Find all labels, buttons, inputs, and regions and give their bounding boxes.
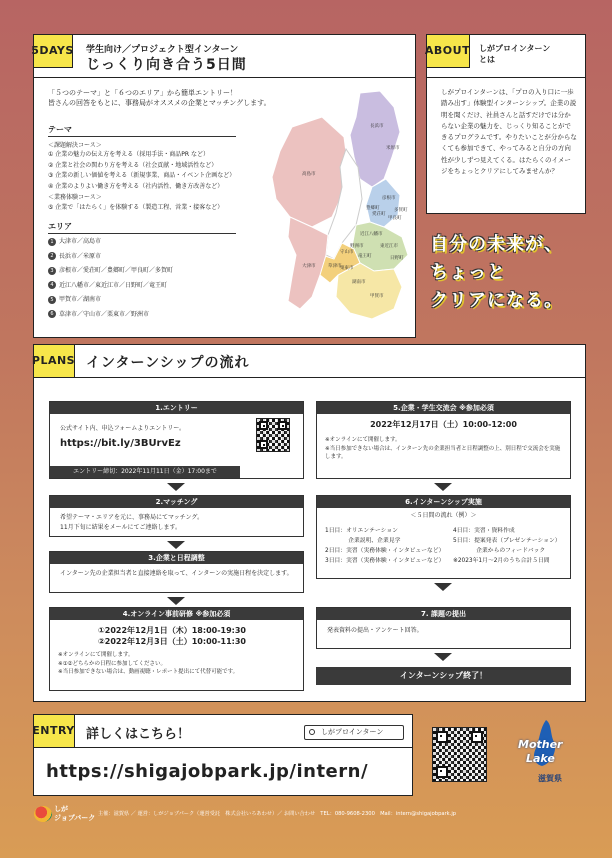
step-training xyxy=(49,607,304,691)
theme-item: ④ 企業のよりよい働き方を考える（社内活性、働き方改善など） xyxy=(48,182,224,190)
logo-text-2: ジョブパーク xyxy=(54,814,96,822)
area-item xyxy=(48,279,173,294)
theme-item: ① 企業の魅力の伝え方を考える（採用手法・商品PR など） xyxy=(48,151,209,158)
area-item xyxy=(48,250,173,265)
map-region-koka xyxy=(336,263,402,319)
map-label: 野洲市 xyxy=(350,244,364,249)
step-training-note-line: ※当日参加できない場合は、動画視聴・レポート提出にて代替可能です。 xyxy=(58,669,239,675)
plans-title: インターンシップの流れ xyxy=(86,355,250,371)
step-exchange-head xyxy=(317,402,570,414)
step-internship-left-line: 企業説明、企業見学 xyxy=(325,538,401,544)
catch-line-2: ちょっと xyxy=(430,262,506,283)
map-label: 豊郷町 xyxy=(366,206,380,211)
arrow-7 xyxy=(434,653,452,661)
catch-line-3: クリアになる。 xyxy=(430,290,563,311)
map-label: 湖南市 xyxy=(352,280,366,285)
theme-item: ② 企業と社会の関わり方を考える（社会貢献・地域活性など） xyxy=(48,161,218,169)
step-matching-text-2: 11月下旬に結果をメールにてご連絡します。 xyxy=(60,524,182,531)
step-training-date-2: ②2022年12月3日（土）10:00-11:30 xyxy=(98,637,246,646)
map-label: 彦根市 xyxy=(382,196,396,201)
step-entry-deadline: エントリー締切：2022年11月11日（金）17:00まで xyxy=(50,466,240,478)
about-panel xyxy=(426,34,586,214)
map-label: 日野町 xyxy=(390,256,404,261)
arrow-1 xyxy=(167,483,185,491)
area-number: 3 xyxy=(48,267,56,275)
area-number: 2 xyxy=(48,252,56,260)
step-schedule xyxy=(49,551,304,593)
step-internship-right-line: 4日目：実習・資料作成 xyxy=(453,528,515,534)
step-report-head: 7. 課題の提出 xyxy=(317,608,570,620)
step-internship-right-line: ※2023年1月〜2月のうち合計５日間 xyxy=(453,558,550,564)
area-number: 4 xyxy=(48,281,56,289)
course-1: ＜課題解決コース＞ xyxy=(48,142,102,149)
plans-tag: PLANS xyxy=(33,344,75,378)
theme-list xyxy=(48,150,235,192)
map-label: 東近江市 xyxy=(380,244,398,249)
entry-text: 詳しくはこちら！ xyxy=(86,727,191,742)
area-text: 彦根市／愛荘町／豊郷町／甲良町／多賀町 xyxy=(59,267,174,274)
days-intro-1: 「５つのテーマ」と「６つのエリア」から簡単エントリー！ xyxy=(48,89,237,97)
step-internship xyxy=(316,495,571,579)
area-text: 長浜市／米原市 xyxy=(59,252,102,260)
map-label: 愛荘町 xyxy=(372,212,386,217)
step-entry-qr[interactable] xyxy=(256,418,290,452)
step-training-notes xyxy=(58,651,238,677)
step-exchange-notes xyxy=(325,436,565,462)
map-label: 高島市 xyxy=(302,172,316,177)
map-label: 多賀町 xyxy=(394,208,408,213)
search-icon xyxy=(309,729,315,735)
entry-qr[interactable] xyxy=(432,727,487,782)
step-entry-text: 公式サイト内、申込フォームよりエントリー。 xyxy=(60,425,186,432)
entry-panel xyxy=(33,714,413,796)
step-internship-left-line: 2日目：実習（実務体験・インタビューなど） xyxy=(325,548,445,554)
area-item xyxy=(48,264,173,279)
step-training-note-line: ※①②どちらかの日程に参加してください。 xyxy=(58,660,166,667)
map-label: 竜王町 xyxy=(358,254,372,259)
area-item xyxy=(48,293,173,308)
step-training-head xyxy=(50,608,303,620)
area-list xyxy=(48,235,173,322)
step-internship-right-line: 5日目：提案発表（プレゼンテーション） xyxy=(453,538,561,544)
step-matching-text-1: 希望テーマ・エリアを元に、事務局にてマッチング。 xyxy=(60,514,204,521)
entry-search-box[interactable] xyxy=(304,725,404,740)
area-number: 5 xyxy=(48,296,56,304)
map-label: 甲良町 xyxy=(388,216,402,221)
map-label: 守山市 xyxy=(340,250,354,255)
theme-heading: テーマ xyxy=(48,124,236,137)
map-label: 栗東市 xyxy=(340,266,354,271)
step-internship-left-line: 1日目：オリエンテーション xyxy=(325,528,398,534)
catch-line-1: 自分の未来が、 xyxy=(430,234,563,255)
area-text: 甲賀市／湖南市 xyxy=(59,296,102,303)
map-label: 米原市 xyxy=(386,146,400,151)
about-body: しがプロインターンは、「プロの入り口に一歩踏み出す」体験型インターンシップ。企業の説明を聞くだけ、社員さんと話すだけでは分からない企業の魅力を、じっくり知ることができるプログラムです。やりたいことが分からなくても参加できて、やってみると自分の方向性が少しずつ見えてくる。はたらくのイメージをちょっとクリアにしてみませんか？ xyxy=(441,88,577,176)
map-label: 草津市 xyxy=(328,264,342,269)
step-matching xyxy=(49,495,304,537)
step-training-note: ※参加必須 xyxy=(195,610,231,618)
area-item xyxy=(48,308,173,323)
step-exchange-note-line: ※当日参加できない場合は、インターン先の企業担当者と日程調整の上、別日程で交流会を実施します。 xyxy=(325,445,561,460)
logo-text-1: しが xyxy=(54,805,68,813)
mother-lake-line-1: Mother xyxy=(518,738,563,751)
step-exchange xyxy=(316,401,571,479)
step-schedule-head: 3.企業と日程調整 xyxy=(50,552,303,564)
area-text: 大津市／高島市 xyxy=(59,238,102,245)
area-heading: エリア xyxy=(48,221,236,234)
plans-panel xyxy=(33,344,586,702)
step-internship-left xyxy=(325,526,444,566)
arrow-6 xyxy=(434,583,452,591)
area-number: 1 xyxy=(48,238,56,246)
step-internship-left-line: 3日目：実習（実務体験・インタビューなど） xyxy=(325,558,445,564)
days-subtitle: 学生向け／プロジェクト型インターン xyxy=(86,45,239,55)
step-schedule-text: インターン先の企業担当者と直接連絡を取って、インターンの実施日程を決定します。 xyxy=(60,570,293,577)
logo-mark-icon xyxy=(34,806,52,822)
step-report xyxy=(316,607,571,649)
entry-tag: ENTRY xyxy=(33,714,75,748)
days-tag: 5DAYS xyxy=(33,34,73,68)
about-title: しがプロインターン とは xyxy=(479,44,551,64)
map-region-otsu xyxy=(288,217,328,309)
step-entry xyxy=(49,401,304,479)
arrow-3 xyxy=(167,597,185,605)
step-internship-head: 6.インターンシップ実施 xyxy=(317,496,570,508)
area-text: 近江八幡市／東近江市／日野町／竜王町 xyxy=(59,281,168,289)
footer-text: 主催：滋賀県 ／ 運営：しがジョブパーク（運営受託 株式会社いろあわせ）／ お問い合わせ TEL：080-9608-2300 Mail：intern@shigajobpark.jp xyxy=(98,811,457,817)
arrow-5 xyxy=(434,483,452,491)
area-item xyxy=(48,235,173,250)
step-training-date-1: ①2022年12月1日（木）18:00-19:30 xyxy=(98,626,246,635)
about-tag: ABOUT xyxy=(426,34,470,68)
step-entry-head: 1.エントリー xyxy=(50,402,303,414)
days-panel xyxy=(33,34,416,338)
theme-item: ③ 企業の新しい価値を考える（新規事業、商品・イベント企画など） xyxy=(48,172,236,179)
shiga-map xyxy=(262,87,412,332)
theme-5: ⑤ 企業で「はたらく」を体験する（製造工程、営業・接客など） xyxy=(48,204,224,211)
map-label: 近江八幡市 xyxy=(360,232,383,237)
step-training-title: 4.オンライン事前研修 xyxy=(122,610,194,618)
step-exchange-note: ※参加必須 xyxy=(459,404,494,412)
entry-url[interactable]: https://shigajobpark.jp/intern/ xyxy=(46,761,369,782)
step-exchange-title: 5.企業・学生交流会 xyxy=(393,404,457,412)
step-training-note-line: ※オンラインにて開催します。 xyxy=(58,652,134,658)
area-text: 草津市／守山市／栗東市／野洲市 xyxy=(59,310,150,318)
mother-lake-pref: 滋賀県 xyxy=(538,774,562,783)
step-internship-sub: ＜５日間の流れ（例）＞ xyxy=(410,512,477,519)
days-intro-2: 皆さんの回答をもとに、事務局がオススメの企業とマッチングします。 xyxy=(48,99,271,107)
days-title: じっくり向き合う5日間 xyxy=(86,57,247,73)
mother-lake-line-2: Lake xyxy=(526,752,555,765)
area-number: 6 xyxy=(48,310,56,318)
step-exchange-note-line: ※オンラインにて開催します。 xyxy=(325,437,401,443)
course-2: ＜業務体験コース＞ xyxy=(48,194,102,201)
step-entry-url[interactable]: https://bit.ly/3BUrvEz xyxy=(60,438,181,449)
step-matching-head: 2.マッチング xyxy=(50,496,303,508)
step-exchange-date: 2022年12月17日（土）10:00-12:00 xyxy=(370,420,517,429)
end-banner: インターンシップ終了！ xyxy=(316,667,571,685)
step-internship-right-line: 企業からのフィードバック xyxy=(453,548,546,554)
footer-logo xyxy=(34,800,96,828)
entry-search-text: しがプロインターン xyxy=(321,728,384,736)
map-label: 大津市 xyxy=(302,264,316,269)
map-label: 長浜市 xyxy=(370,124,384,129)
map-label: 甲賀市 xyxy=(370,294,384,299)
step-report-text: 発表資料の提出・アンケート回答。 xyxy=(327,627,423,634)
step-internship-right xyxy=(453,526,561,566)
arrow-2 xyxy=(167,541,185,549)
